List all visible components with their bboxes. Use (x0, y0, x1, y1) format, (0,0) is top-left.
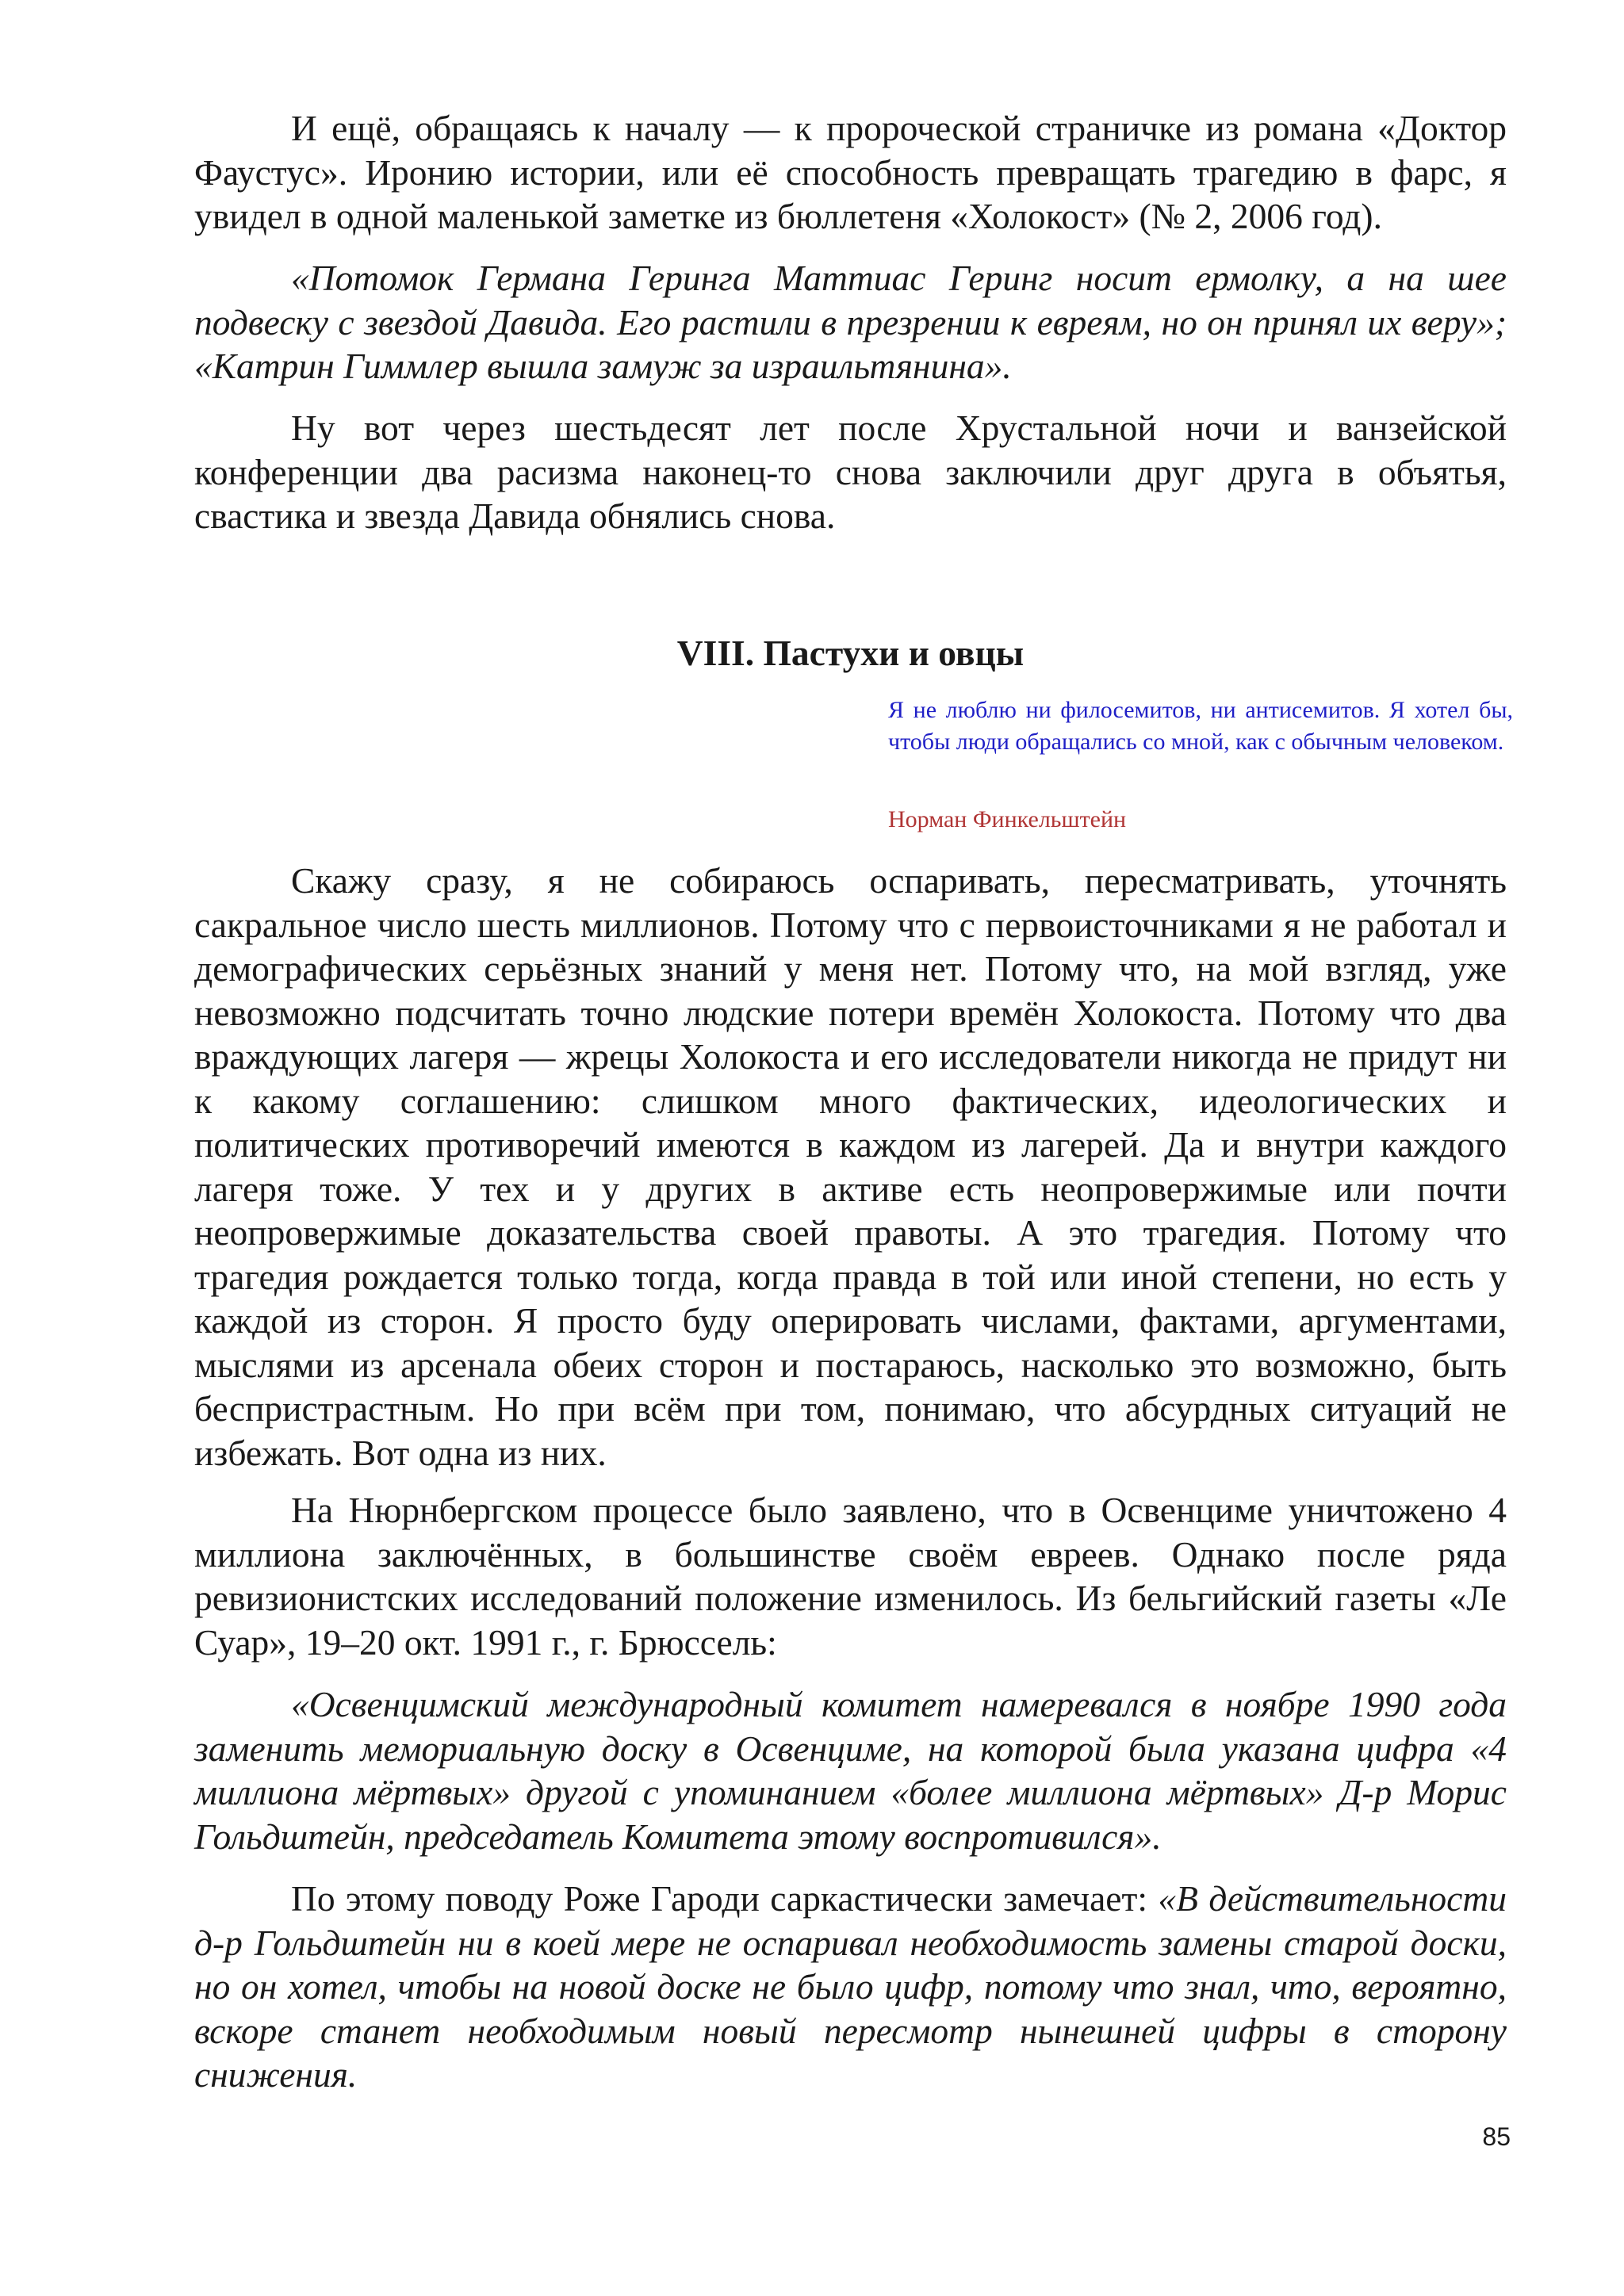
quote-le-soir: «Освенцимский международный комитет намеревался в ноябре 1990 года заменить мемориальную доску в Освенциме, на которой была указана цифра «4 миллиона мёртвых» другой с упоминанием «более миллиона мёртвых» Д-р Морис Гольдштейн, председатель Комитета этому воспротивился». (194, 1684, 1507, 1857)
paragraph-intro: И ещё, обращаясь к началу — к пророческой страничке из романа «Доктор Фаустус». Иронию истории, или её способность превращать трагедию в фарс, я увидел в одной маленькой заметке из бюллетеня «Холокост» (№ 2, 2006 год). (194, 108, 1507, 236)
chapter-heading: VIII. Пастухи и овцы (676, 633, 1025, 673)
epigraph-text: Я не люблю ни филосемитов, ни антисемитов. Я хотел бы, чтобы люди обращались со мной, как с обычным человеком. (888, 697, 1513, 755)
garaudy-intro: По этому поводу Роже Гароди саркастически замечает: (291, 1878, 1159, 1919)
quote-goering: «Потомок Германа Геринга Маттиас Геринг носит ермолку, а на шее подвеску с звездой Давида. Его растили в презрении к евреям, но он принял их веру»; «Катрин Гиммлер вышла замуж за израильтянина». (194, 258, 1507, 386)
epigraph-author: Норман Финкельштейн (888, 806, 1127, 832)
garaudy-quote: «В действительности д-р Гольдштейн ни в коей мере не оспаривал необходимость замены старой доски, но он хотел, чтобы на новой доске не было цифр, потому что знал, что, вероятно, вскоре станет необходимым новый пересмотр нынешней цифры в сторону снижения. (194, 1878, 1507, 2095)
paragraph-nuremberg: На Нюрнбергском процессе было заявлено, что в Освенциме уничтожено 4 миллиона заключённых, в большинстве своём евреев. Однако после ряда ревизионистских исследований положение изменилось. Из бельгийский газеты «Ле Суар», 19–20 окт. 1991 г., г. Брюссель: (194, 1490, 1507, 1663)
paragraph-six-million: Скажу сразу, я не собираюсь оспаривать, пересматривать, уточнять сакральное число шесть миллионов. Потому что с первоисточниками я не работал и демографических серьёзных знаний у меня нет. Потому что, на мой взгляд, уже невозможно подсчитать точно людские потери времён Холокоста. Потому что два враждующих лагеря — жрецы Холокоста и его исследователи никогда не придут ни к какому соглашению: слишком много фактических, идеологических и политических противоречий имеются в каждом из лагерей. Да и внутри каждого лагеря тоже. У тех и у других в активе есть неопровержимые или почти неопровержимые доказательства своей правоты. А это трагедия. Потому что трагедия рождается только тогда, когда правда в той или иной степени, но есть у каждой из сторон. Я просто буду оперировать числами, фактами, аргументами, мыслями из арсенала обеих сторон и постараюсь, насколько это возможно, быть беспристрастным. Но при всём при том, понимаю, что абсурдных ситуаций не избежать. Вот одна из них. (194, 860, 1507, 1473)
paragraph-garaudy (194, 1877, 1507, 2097)
page-number: 85 (1482, 2122, 1511, 2151)
paragraph-two-racisms: Ну вот через шестьдесят лет после Хрустальной ночи и ванзейской конференции два расизма наконец-то снова заключили друг друга в объятья, свастика и звезда Давида обнялись снова. (194, 408, 1507, 536)
